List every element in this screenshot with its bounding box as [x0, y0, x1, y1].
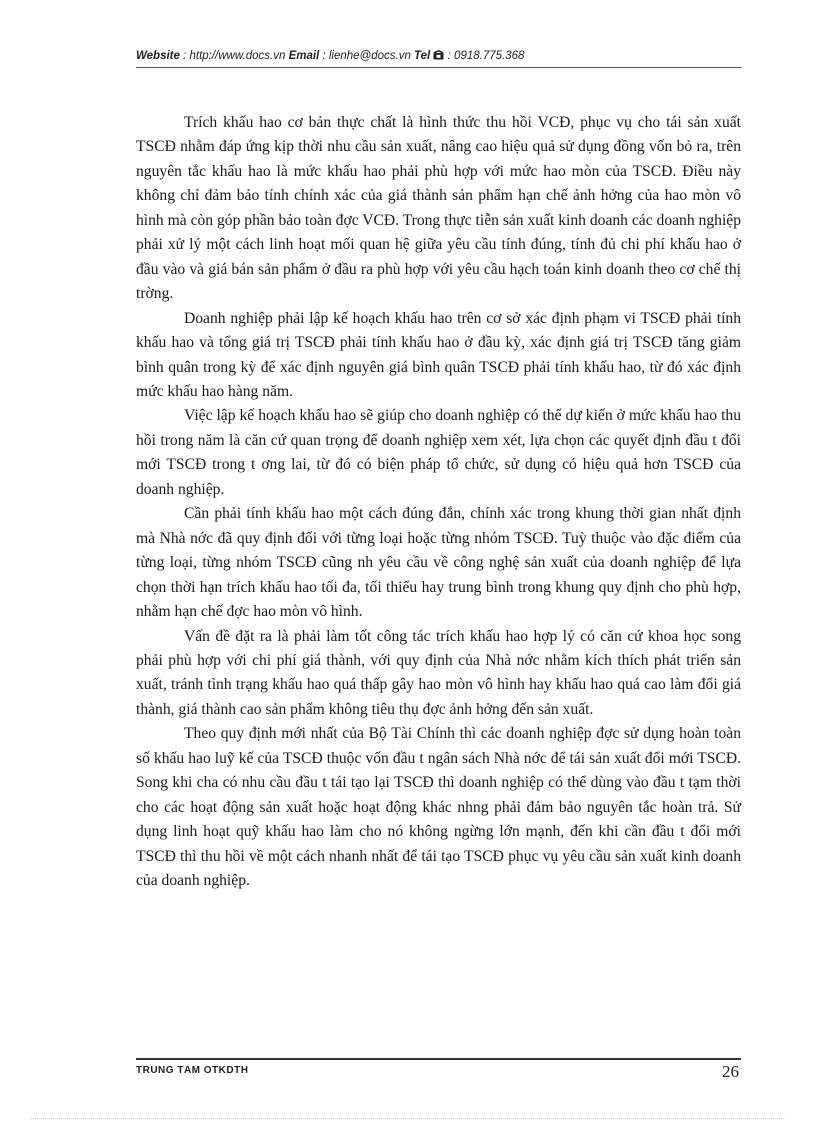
paragraph: Cần phải tính khấu hao một cách đúng đắn, chính xác trong khung thời gian nhất định mà Nhà nớc đã quy định đối với từng loại hoặc từng nhóm TSCĐ. Tuỳ thuộc vào đặc điểm của từng loại, từng nhóm TSCĐ cũng nh yêu cầu về công nghệ sản xuất của doanh nghiệp để lựa chọn thời hạn trích khấu hao tối đa, tối thiểu hay trung bình trong khung quy định cho phù hợp, nhằm hạn chế đợc hao mòn vô hình. [136, 505, 741, 621]
footer-rule [136, 1058, 741, 1060]
paragraph: Doanh nghiệp phải lập kế hoạch khấu hao trên cơ sở xác định phạm vi TSCĐ phải tính khấu hao và tổng giá trị TSCĐ phải tính khấu hao ở đầu kỳ, xác định giá trị TSCĐ tăng giảm bình quân trong kỳ để xác định nguyên giá bình quân TSCĐ phải tính khấu hao, từ đó xác định mức khấu hao hàng năm. [136, 309, 741, 400]
website-label: Website [136, 50, 180, 62]
paragraph: Việc lập kế hoạch khấu hao sẽ giúp cho doanh nghiệp có thể dự kiến ở mức khấu hao thu hồi trong năm là căn cứ quan trọng để doanh nghiệp xem xét, lựa chọn các quyết định đầu t đổi mới TSCĐ trong t ơng lai, từ đó có biện pháp tổ chức, sử dụng có hiệu quả hơn TSCĐ của doanh nghiệp. [136, 407, 741, 498]
paragraph: Theo quy định mới nhất của Bộ Tài Chính thì các doanh nghiệp đợc sử dụng hoàn toàn số khấu hao luỹ kế của TSCĐ thuộc vốn đầu t ngân sách Nhà nớc để tái sản xuất đổi mới TSCĐ. Song khi cha có nhu cầu đầu t tái tạo lại TSCĐ thì doanh nghiệp có thể dùng vào đầu t tạm thời cho các hoạt động sản xuất hoặc hoạt động khác nhng phải đảm bảo nguyên tắc hoàn trả. Sử dụng linh hoạt quỹ khấu hao làm cho nó không ngừng lớn mạnh, đến khi cần đầu t đổi mới TSCĐ thì thu hồi về một cách nhanh nhất để tái tạo TSCĐ phục vụ yêu cầu sản xuất kinh doanh của doanh nghiệp. [136, 725, 741, 890]
phone-icon [433, 50, 447, 62]
tel-label: Tel [414, 50, 431, 62]
body-text [136, 111, 741, 894]
footer-center-name: TRUNG TÂM OTKDTH [136, 1065, 249, 1074]
phone-number: : 0918.775.368 [447, 50, 525, 62]
email-address: : lienhe@docs.vn [322, 50, 411, 62]
website-url: : http://www.docs.vn [183, 50, 286, 62]
email-label: Email [288, 50, 320, 62]
page-header [136, 50, 741, 62]
paragraph: Vấn đề đặt ra là phải làm tốt công tác trích khấu hao hợp lý có căn cứ khoa học song phải phù hợp với chi phí giá thành, với quy định của Nhà nớc nhằm kích thích phát triển sản xuất, tránh tình trạng khấu hao quá thấp gây hao mòn vô hình hay khấu hao quá cao làm đổi giá thành, giá thành cao sản phẩm không tiêu thụ đợc ảnh hởng đến sản xuất. [136, 627, 741, 718]
bottom-dotted-rule [30, 1118, 786, 1119]
header-rule [136, 67, 741, 68]
paragraph: Trích khấu hao cơ bản thực chất là hình thức thu hồi VCĐ, phục vụ cho tái sản xuất TSCĐ nhằm đáp ứng kịp thời nhu cầu sản xuất, nâng cao hiệu quả sử dụng đồng vốn bỏ ra, trên nguyên tắc khấu hao là mức khấu hao phải phù hợp với mức hao mòn của TSCĐ. Điều này không chỉ đảm bảo tính chính xác của giá thành sản phẩm hạn chế ảnh hởng của hao mòn vô hình mà còn góp phần bảo toàn đợc VCĐ. Trong thực tiễn sản xuất kinh doanh các doanh nghiệp phải xử lý một cách linh hoạt mối quan hệ giữa yêu cầu tính đúng, tính đủ chi phí khấu hao ở đầu vào và giá bán sản phẩm ở đầu ra phù hợp với yêu cầu hạch toán kinh doanh theo cơ chế thị trờng. [136, 114, 741, 303]
page-number: 26 [722, 1062, 739, 1081]
